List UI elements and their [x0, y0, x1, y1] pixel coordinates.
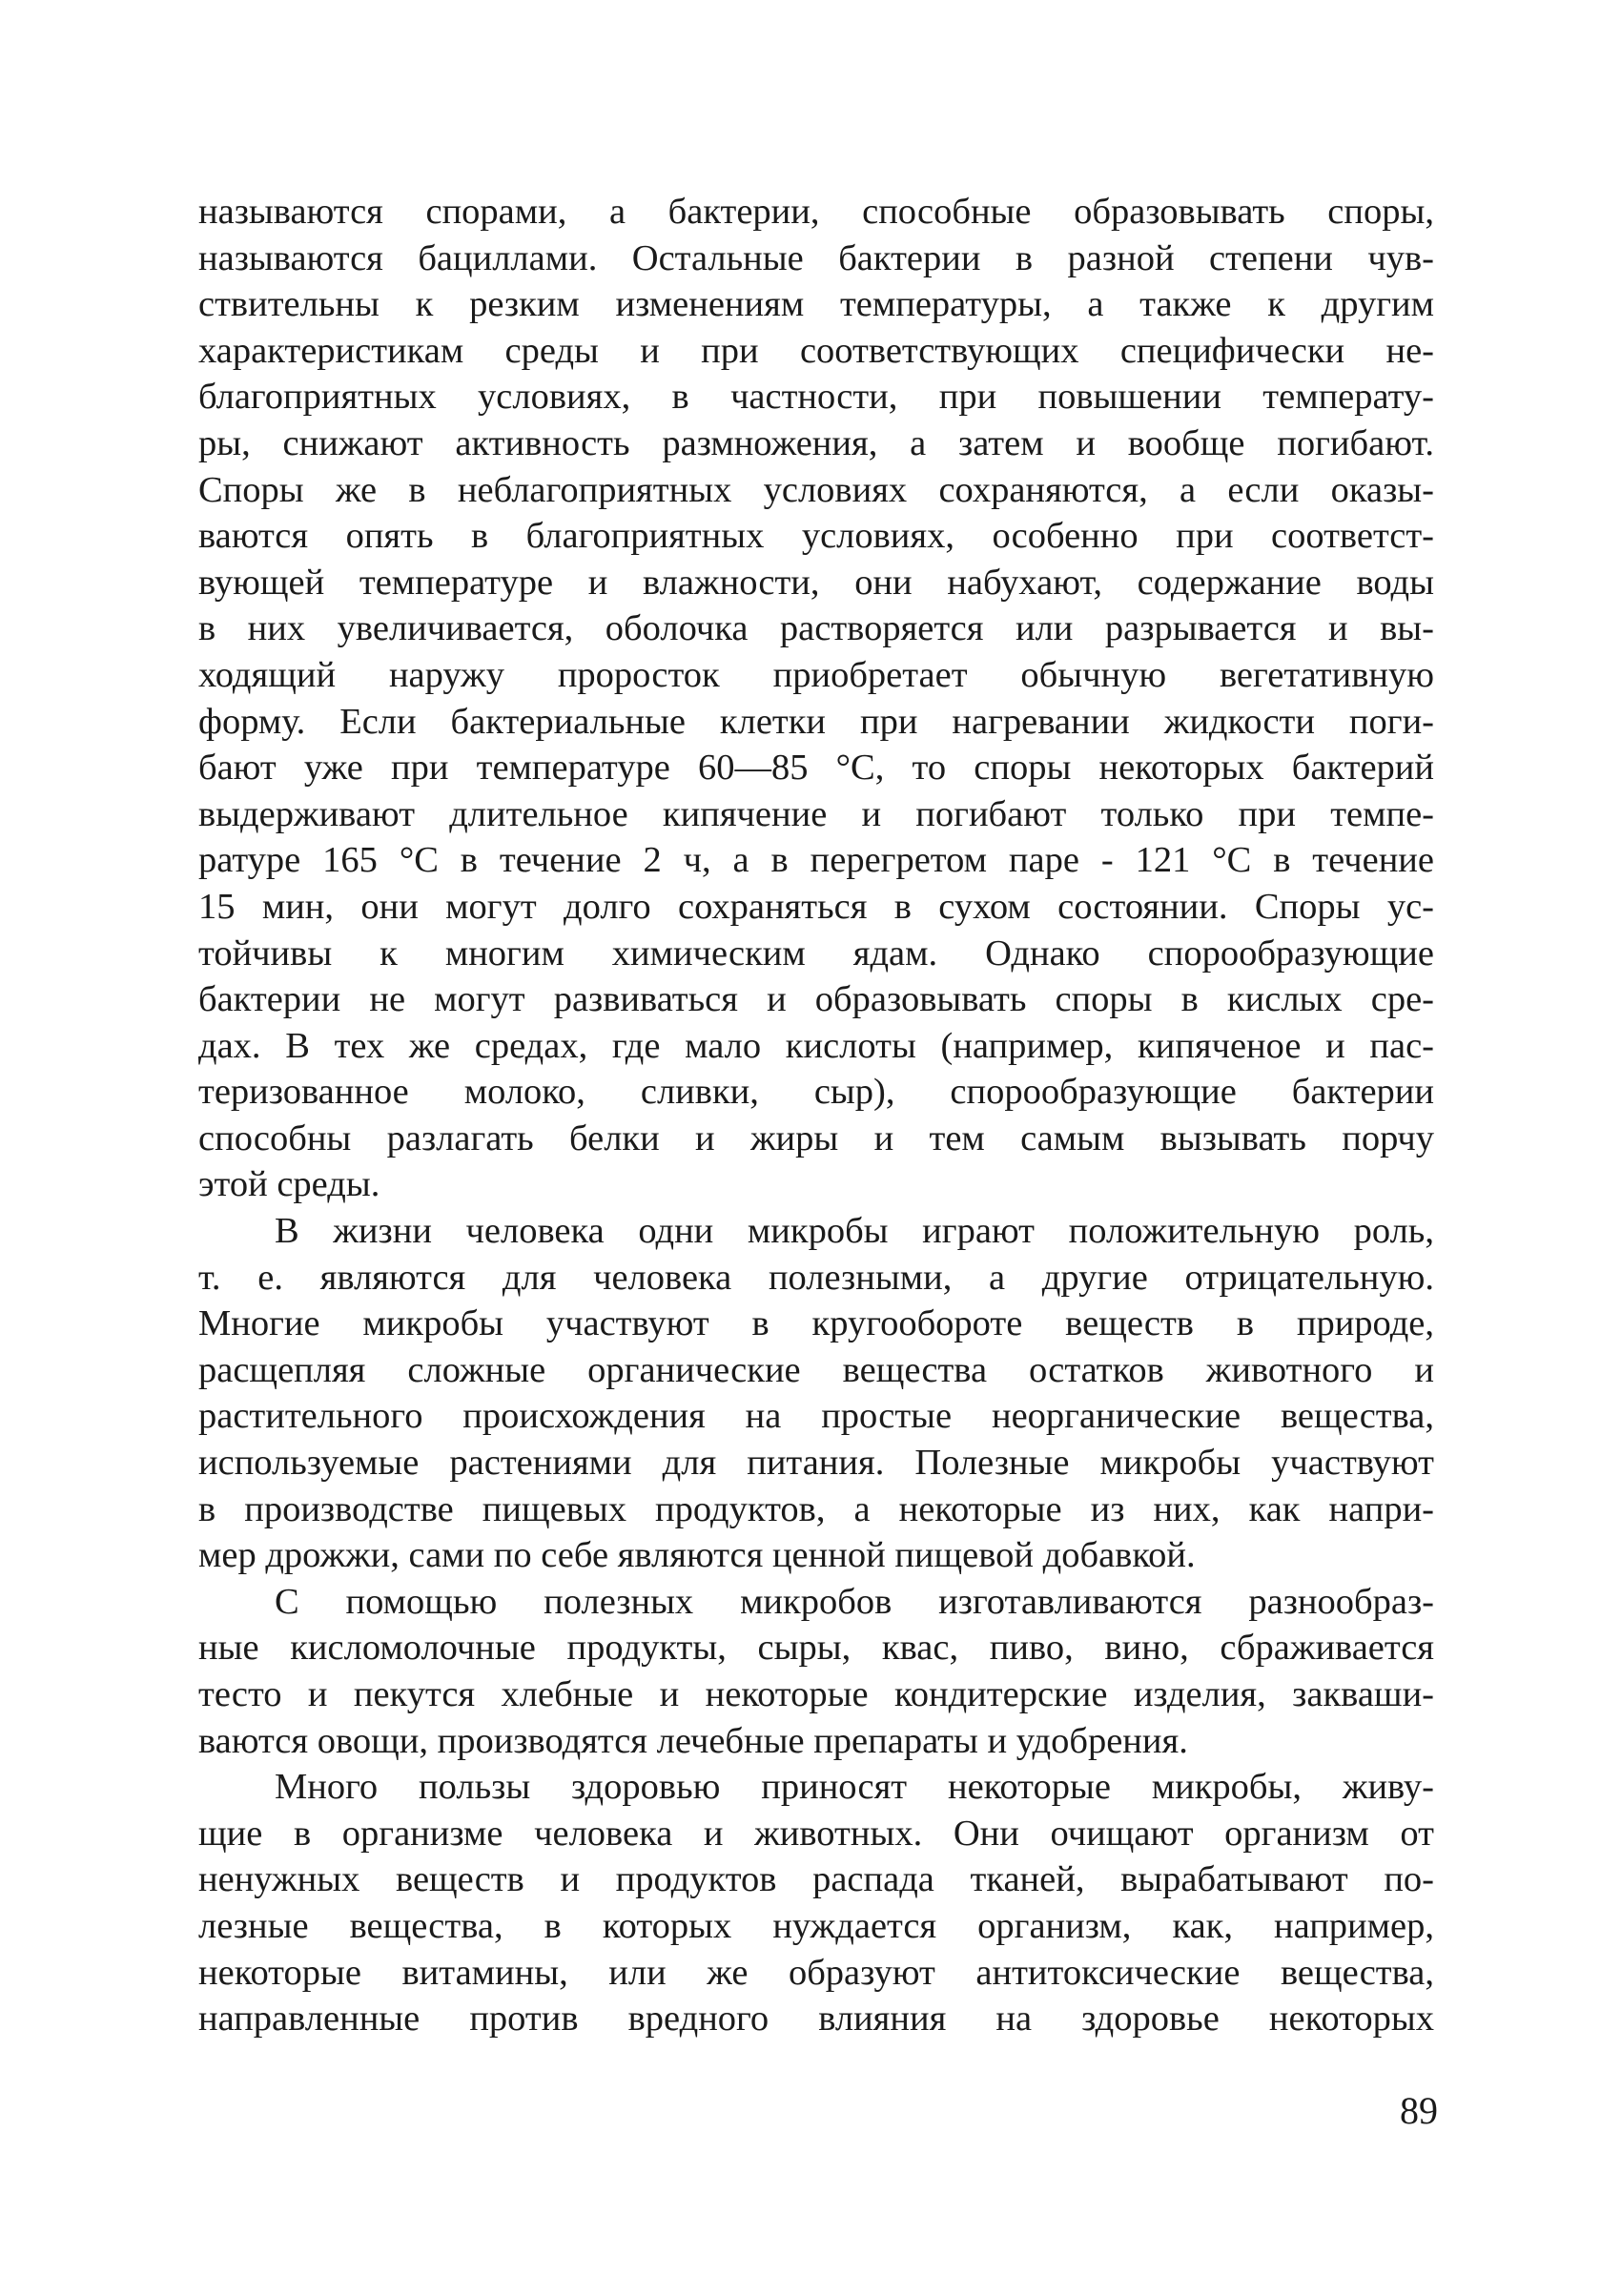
text-line: ваются опять в благоприятных условиях, особенно при соответст- — [198, 516, 1434, 557]
text-line: С помощью полезных микробов изготавливаются разнообраз- — [275, 1581, 1434, 1622]
text-line: ры, снижают активность размножения, а затем и вообще погибают. — [198, 422, 1434, 463]
text-line: ратуре 165 °С в течение 2 ч, а в перегретом паре - 121 °С в течение — [198, 840, 1434, 881]
text-line: В жизни человека одни микробы играют положительную роль, — [275, 1211, 1434, 1252]
text-line: лезные вещества, в которых нуждается организм, как, например, — [198, 1905, 1434, 1946]
text-line: в них увеличивается, оболочка растворяется или разрывается и вы- — [198, 608, 1434, 649]
text-line: некоторые витамины, или же образуют антитоксические вещества, — [198, 1952, 1434, 1993]
paragraph-4 — [198, 1764, 1434, 2042]
text-line: характеристикам среды и при соответствующих специфически не- — [198, 330, 1434, 371]
text-line: теризованное молоко, сливки, сыр), спорообразующие бактерии — [198, 1072, 1434, 1113]
body-text — [198, 189, 1434, 2042]
text-line: ходящий наружу проросток приобретает обычную вегетативную — [198, 654, 1434, 695]
text-line: щие в организме человека и животных. Они очищают организм от — [198, 1813, 1434, 1854]
paragraph-1 — [198, 189, 1434, 1208]
text-line: называются спорами, а бактерии, способные образовывать споры, — [198, 192, 1434, 232]
text-line: благоприятных условиях, в частности, при повышении температу- — [198, 377, 1434, 418]
text-line: т. е. являются для человека полезными, а другие отрицательную. — [198, 1257, 1434, 1298]
text-line: Много пользы здоровью приносят некоторые микробы, живу- — [275, 1767, 1434, 1808]
text-line: выдерживают длительное кипячение и погибают только при темпе- — [198, 793, 1434, 834]
text-line: дах. В тех же средах, где мало кислоты (например, кипяченое и пас- — [198, 1025, 1434, 1066]
text-line: расщепляя сложные органические вещества остатков животного и — [198, 1349, 1434, 1390]
text-line: бактерии не могут развиваться и образовывать споры в кислых сре- — [198, 979, 1434, 1020]
text-line: этой среды. — [198, 1164, 380, 1205]
paragraph-2 — [198, 1208, 1434, 1579]
text-line: используемые растениями для питания. Полезные микробы участвуют — [198, 1443, 1434, 1484]
text-line: вующей температуре и влажности, они набухают, содержание воды — [198, 562, 1434, 603]
text-line: тойчивы к многим химическим ядам. Однако спорообразующие — [198, 933, 1434, 974]
text-line: ваются овощи, производятся лечебные препараты и удобрения. — [198, 1720, 1188, 1761]
text-line: бают уже при температуре 60—85 °С, то споры некоторых бактерий — [198, 748, 1434, 789]
text-line: тесто и пекутся хлебные и некоторые кондитерские изделия, закваши- — [198, 1674, 1434, 1714]
text-line: в производстве пищевых продуктов, а некоторые из них, как напри- — [198, 1488, 1434, 1529]
text-line: мер дрожжи, сами по себе являются ценной пищевой добавкой. — [198, 1535, 1196, 1576]
text-line: форму. Если бактериальные клетки при нагревании жидкости поги- — [198, 701, 1434, 742]
text-line: 15 мин, они могут долго сохраняться в сухом состоянии. Споры ус- — [198, 886, 1434, 927]
page-number: 89 — [1400, 2089, 1438, 2132]
paragraph-3 — [198, 1579, 1434, 1764]
text-line: Споры же в неблагоприятных условиях сохраняются, а если оказы- — [198, 469, 1434, 510]
text-line: называются бациллами. Остальные бактерии в разной степени чув- — [198, 237, 1434, 278]
text-line: ненужных веществ и продуктов распада тканей, вырабатывают по- — [198, 1859, 1434, 1900]
text-line: ствительны к резким изменениям температуры, а также к другим — [198, 284, 1434, 325]
text-line: направленные против вредного влияния на здоровье некоторых — [198, 1999, 1434, 2040]
text-line: способны разлагать белки и жиры и тем самым вызывать порчу — [198, 1117, 1434, 1158]
text-line: ные кисломолочные продукты, сыры, квас, пиво, вино, сбраживается — [198, 1628, 1434, 1669]
text-line: растительного происхождения на простые неорганические вещества, — [198, 1396, 1434, 1437]
text-line: Многие микробы участвуют в кругообороте веществ в природе, — [198, 1303, 1434, 1344]
